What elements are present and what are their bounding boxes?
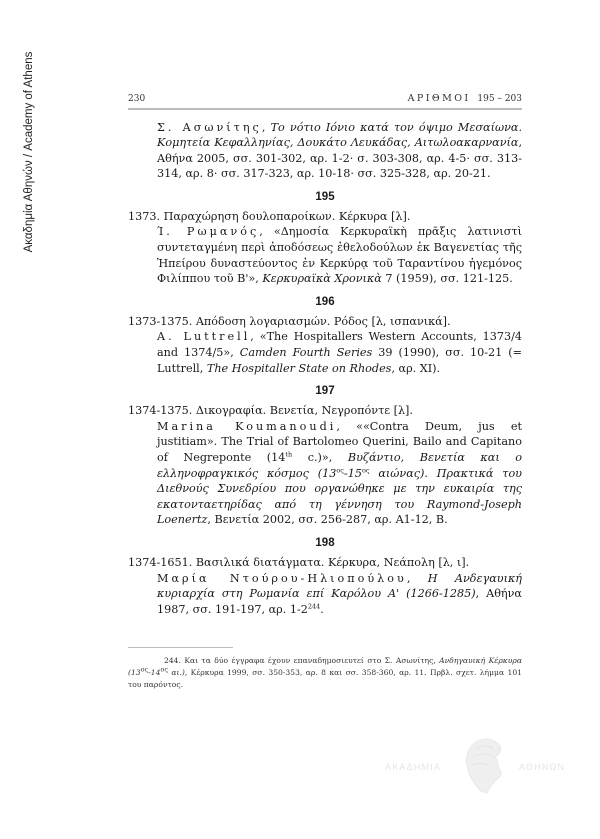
entry-document: 1373. Παραχώρηση δουλοπαροίκων. Κέρκυρα [λ]. <box>128 209 411 223</box>
citation-text: , <box>406 571 428 585</box>
entry-citation <box>128 571 522 618</box>
citation-author: Marina Koumanoudi <box>157 419 337 433</box>
citation-rest: , Αθήνα 1987, σσ. 191-197, αρ. 1-2 <box>157 587 522 616</box>
footnote <box>128 655 522 691</box>
citation-journal-b: -15 <box>343 466 362 480</box>
citation-text: , «The Hospitallers Western Accounts, 1373/4 and 1374/5», <box>157 330 523 360</box>
footnote-text: Και τα δύο έγγραφα έχουν επαναδημοσιευτεί στο Σ. Ασωνίτης, <box>180 656 440 665</box>
citation-journal-c: αιώνας). Πρακτικά του Διεθνούς Συνεδρίου που οργανώθηκε με την ευκαιρία της εκατονταετηρίδας από τη γέννηση του Raymond-Joseph Loenertz <box>157 466 522 527</box>
footnote-sup: ος <box>160 665 168 674</box>
watermark-right-text: ΑΘΗΝΩΝ <box>519 762 566 772</box>
footnote-number: 244. <box>164 656 181 665</box>
citation-rest: , Βενετία 2002, σσ. 256-287, αρ. A1-12, B. <box>207 513 448 527</box>
entry-citation <box>128 419 522 528</box>
footnote-rest: , Κέρκυρα 1999, σσ. 350-353, αρ. 8 και σσ. 358-360, αρ. 11. Πρβλ. σχετ. λήμμα 101 του παρόντος. <box>128 668 522 689</box>
footnote-ref[interactable]: 244 <box>307 602 321 611</box>
running-title <box>408 93 522 104</box>
page-number: 230 <box>128 94 146 104</box>
running-title-text: ΑΡΙΘΜΟΙ <box>407 93 471 104</box>
running-head <box>128 90 522 104</box>
citation-rest: , Αθήνα 2005, σσ. 301-302, αρ. 1-2· σ. 303-308, αρ. 4-5· σσ. 313-314, αρ. 8· σσ. 317-323, αρ. 10-18· σσ. 325-328, αρ. 20-21. <box>157 136 522 181</box>
entry-document: 1373-1375. Απόδοση λογαριασμών. Ρόδος [λ, ισπανικά]. <box>128 314 451 328</box>
side-label <box>22 42 36 262</box>
citation-text: , «Δημοσία Κερκυραϊκὴ πρᾶξις λατινιστὶ συντεταγμένη περὶ ἀποδόσεως ἐθελοδούλων ἐκ Βαγενετίας τῆς Ἠπείρου δυναστεύοντος ἐν Κερκύρᾳ τοῦ Ταραντίνου ἡγεμόνος Φιλίππου τοῦ Β'», <box>157 225 522 286</box>
citation-journal: Βυζάντιο, Βενετία και ο ελληνοφραγκικός κόσμος (13 <box>157 451 522 480</box>
citation-journal: Κερκυραϊκὰ Χρονικὰ <box>262 272 382 286</box>
footnote-rule <box>128 647 233 648</box>
entry-number: 195 <box>315 190 335 203</box>
footnote-sup: ος <box>140 665 149 674</box>
citation-end: . <box>320 602 324 616</box>
citation-journal: Η Ανδεγαυική κυριαρχία στη Ρωμανία επί Καρόλου Α' (1266-1285) <box>157 571 522 601</box>
entry-document: 1374-1375. Δικογραφία. Βενετία, Νεγροπόντε [λ]. <box>128 404 413 418</box>
watermark-left-text: ΑΚΑΔΗΜΙΑ <box>385 762 442 772</box>
side-label-text: Ακαδημία Αθηνών / Academy of Athens <box>23 51 35 253</box>
citation-rest-2: , αρ. XI). <box>391 361 441 375</box>
entry-number: 197 <box>315 385 335 398</box>
page-content <box>128 90 522 617</box>
citation-sup: th <box>285 450 293 459</box>
citation-author: A. Luttrell <box>157 330 251 344</box>
citation-author: Ί. Ρωμανός <box>157 225 260 239</box>
athena-head-icon <box>463 735 509 797</box>
running-title-range: 195 – 203 <box>477 94 522 104</box>
footnote-title: Ανδηγαυική Κέρκυρα (13 <box>128 656 522 677</box>
citation-rest: 7 (1959), σσ. 121-125. <box>381 272 513 286</box>
citation-author: Σ. Ασωνίτης <box>157 120 262 134</box>
header-rule <box>128 108 522 110</box>
footnote-title-c: αι.) <box>168 668 185 677</box>
opening-citation: Σ. Ασωνίτης, Το νότιο Ιόνιο κατά τον όψιμο Μεσαίωνα. Κομητεία Κεφαλληνίας, Δουκάτο Λευκάδας, Αιτωλοακαρνανία, Αθήνα 2005, σσ. 301-302, αρ. 1-2· σ. 303-308, αρ. 4-5· σσ. 313-314, αρ. 8· σσ. 317-323, αρ. 10-18· σσ. 325-328, αρ. 20-21. <box>157 120 523 181</box>
citation-text: , ««Contra Deum, jus et justitiam». The Trial of Bartolomeo Querini, Bailo and Capitano of Negreponte (14 <box>157 419 522 464</box>
entry-citation <box>128 329 522 376</box>
entry-citation <box>128 224 522 286</box>
citation-journal: Camden Fourth Series <box>239 346 373 360</box>
citation-journal-2: The Hospitaller State on Rhodes <box>206 361 392 375</box>
entry-document: 1374-1651. Βασιλικά διατάγματα. Κέρκυρα, Νεάπολη [λ, ι]. <box>128 555 470 569</box>
citation-sup: ος <box>361 465 370 474</box>
footnote-title-b: -14 <box>148 668 161 677</box>
entry-number: 196 <box>315 295 335 308</box>
citation-title: Το νότιο Ιόνιο κατά τον όψιμο Μεσαίωνα. Κομητεία Κεφαλληνίας, Δουκάτο Λευκάδας, Αιτωλοακαρνανία <box>157 120 523 150</box>
academy-watermark <box>385 735 595 805</box>
citation-rest: 39 (1990), σσ. 10-21 (= Luttrell, <box>157 346 523 375</box>
entry-number: 198 <box>315 536 335 549</box>
citation-author: Μαρία Ντούρου-Ηλιοπούλου <box>157 571 407 585</box>
citation-text-b: c.)», <box>292 451 348 464</box>
citation-sup: ος <box>336 465 344 474</box>
